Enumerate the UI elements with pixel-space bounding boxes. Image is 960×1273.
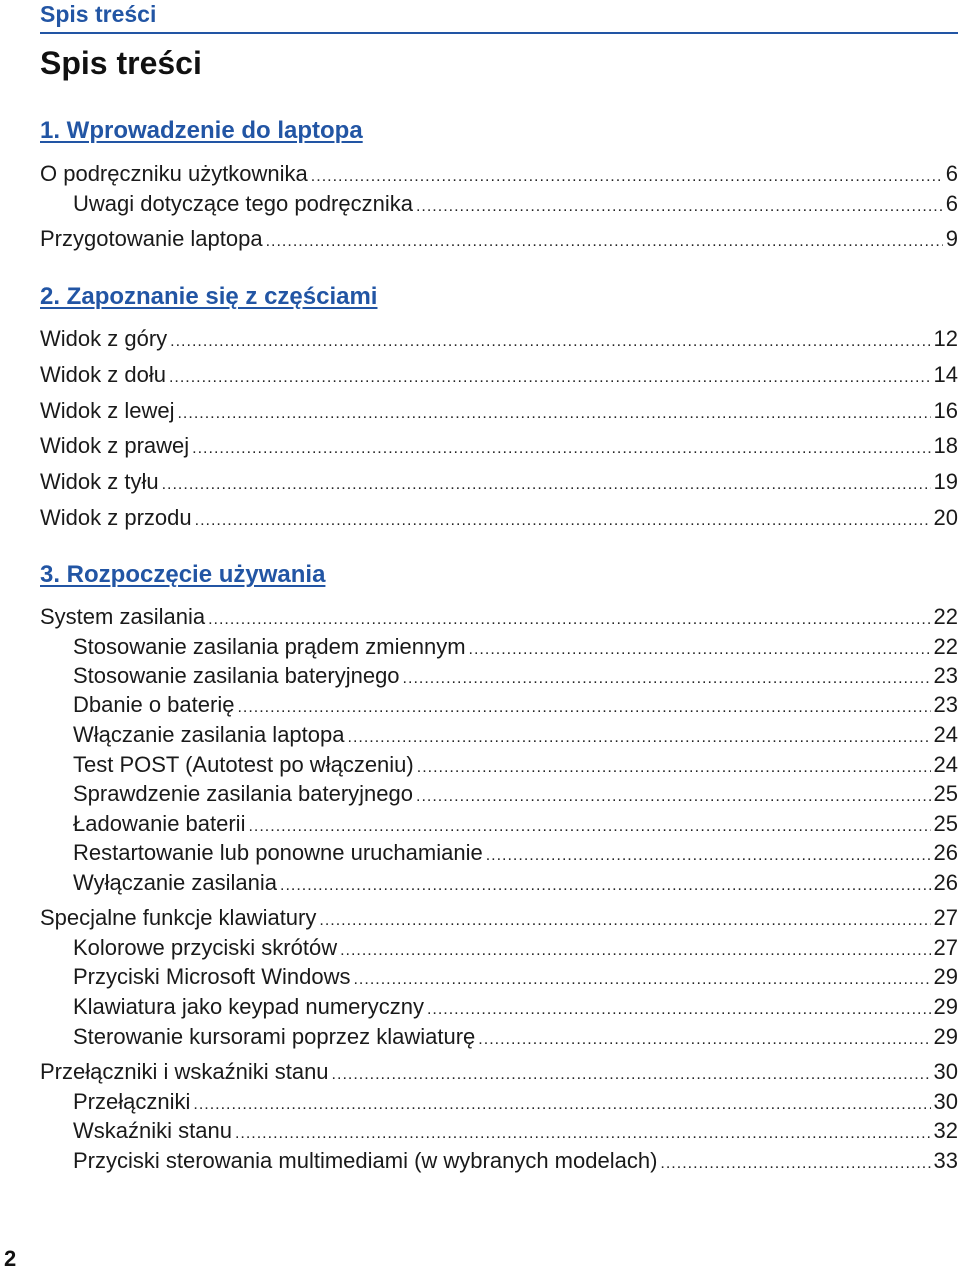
toc-entry-page-number: 20: [933, 505, 958, 530]
dot-leader: [248, 818, 930, 836]
toc-entry[interactable]: [40, 226, 958, 256]
chapter-heading[interactable]: 2. Zapoznanie się z częściami: [40, 283, 378, 310]
running-header-title: Spis treści: [40, 1, 157, 27]
toc-entry-page-number: 32: [933, 1118, 958, 1143]
toc-entry-page-number: 9: [945, 226, 958, 251]
dot-leader: [162, 476, 931, 494]
toc-entry[interactable]: [73, 634, 958, 664]
toc-entry[interactable]: [40, 362, 958, 392]
dot-leader: [208, 611, 930, 629]
dot-leader: [169, 369, 931, 387]
dot-leader: [195, 512, 931, 530]
dot-leader: [193, 1096, 930, 1114]
toc-entry-label: System zasilania: [40, 604, 206, 629]
toc-entry-page-number: 14: [933, 362, 958, 387]
toc-entry-label: Klawiatura jako keypad numeryczny: [73, 994, 424, 1019]
toc-entry[interactable]: [40, 604, 958, 634]
dot-leader: [235, 1125, 931, 1143]
toc-entry[interactable]: [73, 935, 958, 965]
toc-entry[interactable]: [73, 811, 958, 841]
dot-leader: [416, 788, 931, 806]
toc-entry-label: Włączanie zasilania laptopa: [73, 722, 345, 747]
toc-entry-page-number: 24: [933, 752, 958, 777]
toc-entry-label: Specjalne funkcje klawiatury: [40, 905, 317, 930]
toc-entry-page-number: 33: [933, 1148, 958, 1173]
toc-entry-page-number: 29: [933, 964, 958, 989]
toc-entry-label: Przełączniki: [73, 1089, 191, 1114]
dot-leader: [340, 942, 930, 960]
page-number: 2: [4, 1246, 17, 1271]
page-title: Spis treści: [40, 45, 202, 81]
running-header: [40, 0, 958, 34]
chapter-heading[interactable]: 3. Rozpoczęcie używania: [40, 561, 326, 588]
toc-entry-label: Widok z góry: [40, 326, 168, 351]
dot-leader: [170, 333, 930, 351]
toc-entry[interactable]: [40, 469, 958, 499]
dot-leader: [177, 405, 930, 423]
toc-entry-page-number: 22: [933, 634, 958, 659]
toc-entry-page-number: 29: [933, 994, 958, 1019]
dot-leader: [319, 912, 930, 930]
toc-entry-page-number: 16: [933, 398, 958, 423]
toc-entry-label: Restartowanie lub ponowne uruchamianie: [73, 840, 483, 865]
toc-entry-page-number: 30: [933, 1059, 958, 1084]
toc-entry-page-number: 23: [933, 692, 958, 717]
toc-entry-page-number: 18: [933, 433, 958, 458]
toc-entry[interactable]: [40, 161, 958, 191]
toc-entry-label: Widok z tyłu: [40, 469, 159, 494]
toc-entry[interactable]: [73, 752, 958, 782]
toc-entry[interactable]: [73, 1089, 958, 1119]
toc-entry-label: Przyciski Microsoft Windows: [73, 964, 351, 989]
toc-entry[interactable]: [73, 722, 958, 752]
toc-entry[interactable]: [73, 191, 958, 221]
toc-entry[interactable]: [40, 326, 958, 356]
dot-leader: [416, 198, 943, 216]
toc-entry-label: Widok z dołu: [40, 362, 166, 387]
toc-entry-label: Dbanie o baterię: [73, 692, 235, 717]
dot-leader: [237, 699, 930, 717]
toc-entry-label: Sterowanie kursorami poprzez klawiaturę: [73, 1024, 476, 1049]
dot-leader: [353, 971, 930, 989]
toc-entry-label: Test POST (Autotest po włączeniu): [73, 752, 414, 777]
toc-entry-label: Widok z przodu: [40, 505, 192, 530]
dot-leader: [486, 847, 931, 865]
toc-entry-label: Uwagi dotyczące tego podręcznika: [73, 191, 413, 216]
toc-entry-label: Przełączniki i wskaźniki stanu: [40, 1059, 329, 1084]
toc-entry-label: Stosowanie zasilania prądem zmiennym: [73, 634, 466, 659]
toc-entry-page-number: 26: [933, 840, 958, 865]
toc-entry-label: Ładowanie baterii: [73, 811, 246, 836]
toc-entry[interactable]: [73, 870, 958, 900]
toc-entry-page-number: 27: [933, 905, 958, 930]
toc-entry-page-number: 30: [933, 1089, 958, 1114]
toc-entry-label: Stosowanie zasilania bateryjnego: [73, 663, 400, 688]
toc-entry-page-number: 12: [933, 326, 958, 351]
toc-entry[interactable]: [40, 1059, 958, 1089]
toc-entry-label: O podręczniku użytkownika: [40, 161, 308, 186]
toc-entry[interactable]: [40, 505, 958, 535]
dot-leader: [469, 641, 931, 659]
dot-leader: [192, 440, 930, 458]
toc-entry[interactable]: [73, 663, 958, 693]
toc-entry[interactable]: [73, 840, 958, 870]
dot-leader: [417, 759, 931, 777]
toc-entry-page-number: 25: [933, 811, 958, 836]
toc-entry-label: Widok z prawej: [40, 433, 190, 458]
toc-entry[interactable]: [73, 994, 958, 1024]
toc-entry[interactable]: [73, 1118, 958, 1148]
dot-leader: [348, 729, 931, 747]
dot-leader: [427, 1001, 931, 1019]
toc-entry-label: Wyłączanie zasilania: [73, 870, 278, 895]
dot-leader: [403, 670, 931, 688]
toc-entry-label: Widok z lewej: [40, 398, 175, 423]
dot-leader: [332, 1066, 931, 1084]
toc-entry[interactable]: [40, 398, 958, 428]
toc-entry-page-number: 25: [933, 781, 958, 806]
toc-entry-page-number: 24: [933, 722, 958, 747]
toc-entry[interactable]: [40, 433, 958, 463]
toc-entry-label: Sprawdzenie zasilania bateryjnego: [73, 781, 413, 806]
dot-leader: [478, 1031, 930, 1049]
toc-entry-page-number: 27: [933, 935, 958, 960]
toc-entry-label: Kolorowe przyciski skrótów: [73, 935, 338, 960]
dot-leader: [311, 168, 943, 186]
dot-leader: [266, 233, 943, 251]
toc-entry-page-number: 19: [933, 469, 958, 494]
dot-leader: [660, 1155, 930, 1173]
toc-entry-page-number: 23: [933, 663, 958, 688]
toc-entry-page-number: 29: [933, 1024, 958, 1049]
toc-entry[interactable]: [40, 905, 958, 935]
toc-entry-page-number: 22: [933, 604, 958, 629]
toc-entry-page-number: 6: [945, 161, 958, 186]
toc-entry-label: Wskaźniki stanu: [73, 1118, 232, 1143]
toc-entry-label: Przyciski sterowania multimediami (w wybranych modelach): [73, 1148, 658, 1173]
dot-leader: [280, 877, 931, 895]
toc-entry-page-number: 26: [933, 870, 958, 895]
toc-entry[interactable]: [73, 781, 958, 811]
chapter-heading[interactable]: 1. Wprowadzenie do laptopa: [40, 117, 363, 144]
toc-entry-page-number: 6: [945, 191, 958, 216]
toc-entry-label: Przygotowanie laptopa: [40, 226, 263, 251]
toc-entry[interactable]: [73, 1148, 958, 1178]
toc-entry[interactable]: [73, 1024, 958, 1054]
toc-entry[interactable]: [73, 692, 958, 722]
toc-entry[interactable]: [73, 964, 958, 994]
